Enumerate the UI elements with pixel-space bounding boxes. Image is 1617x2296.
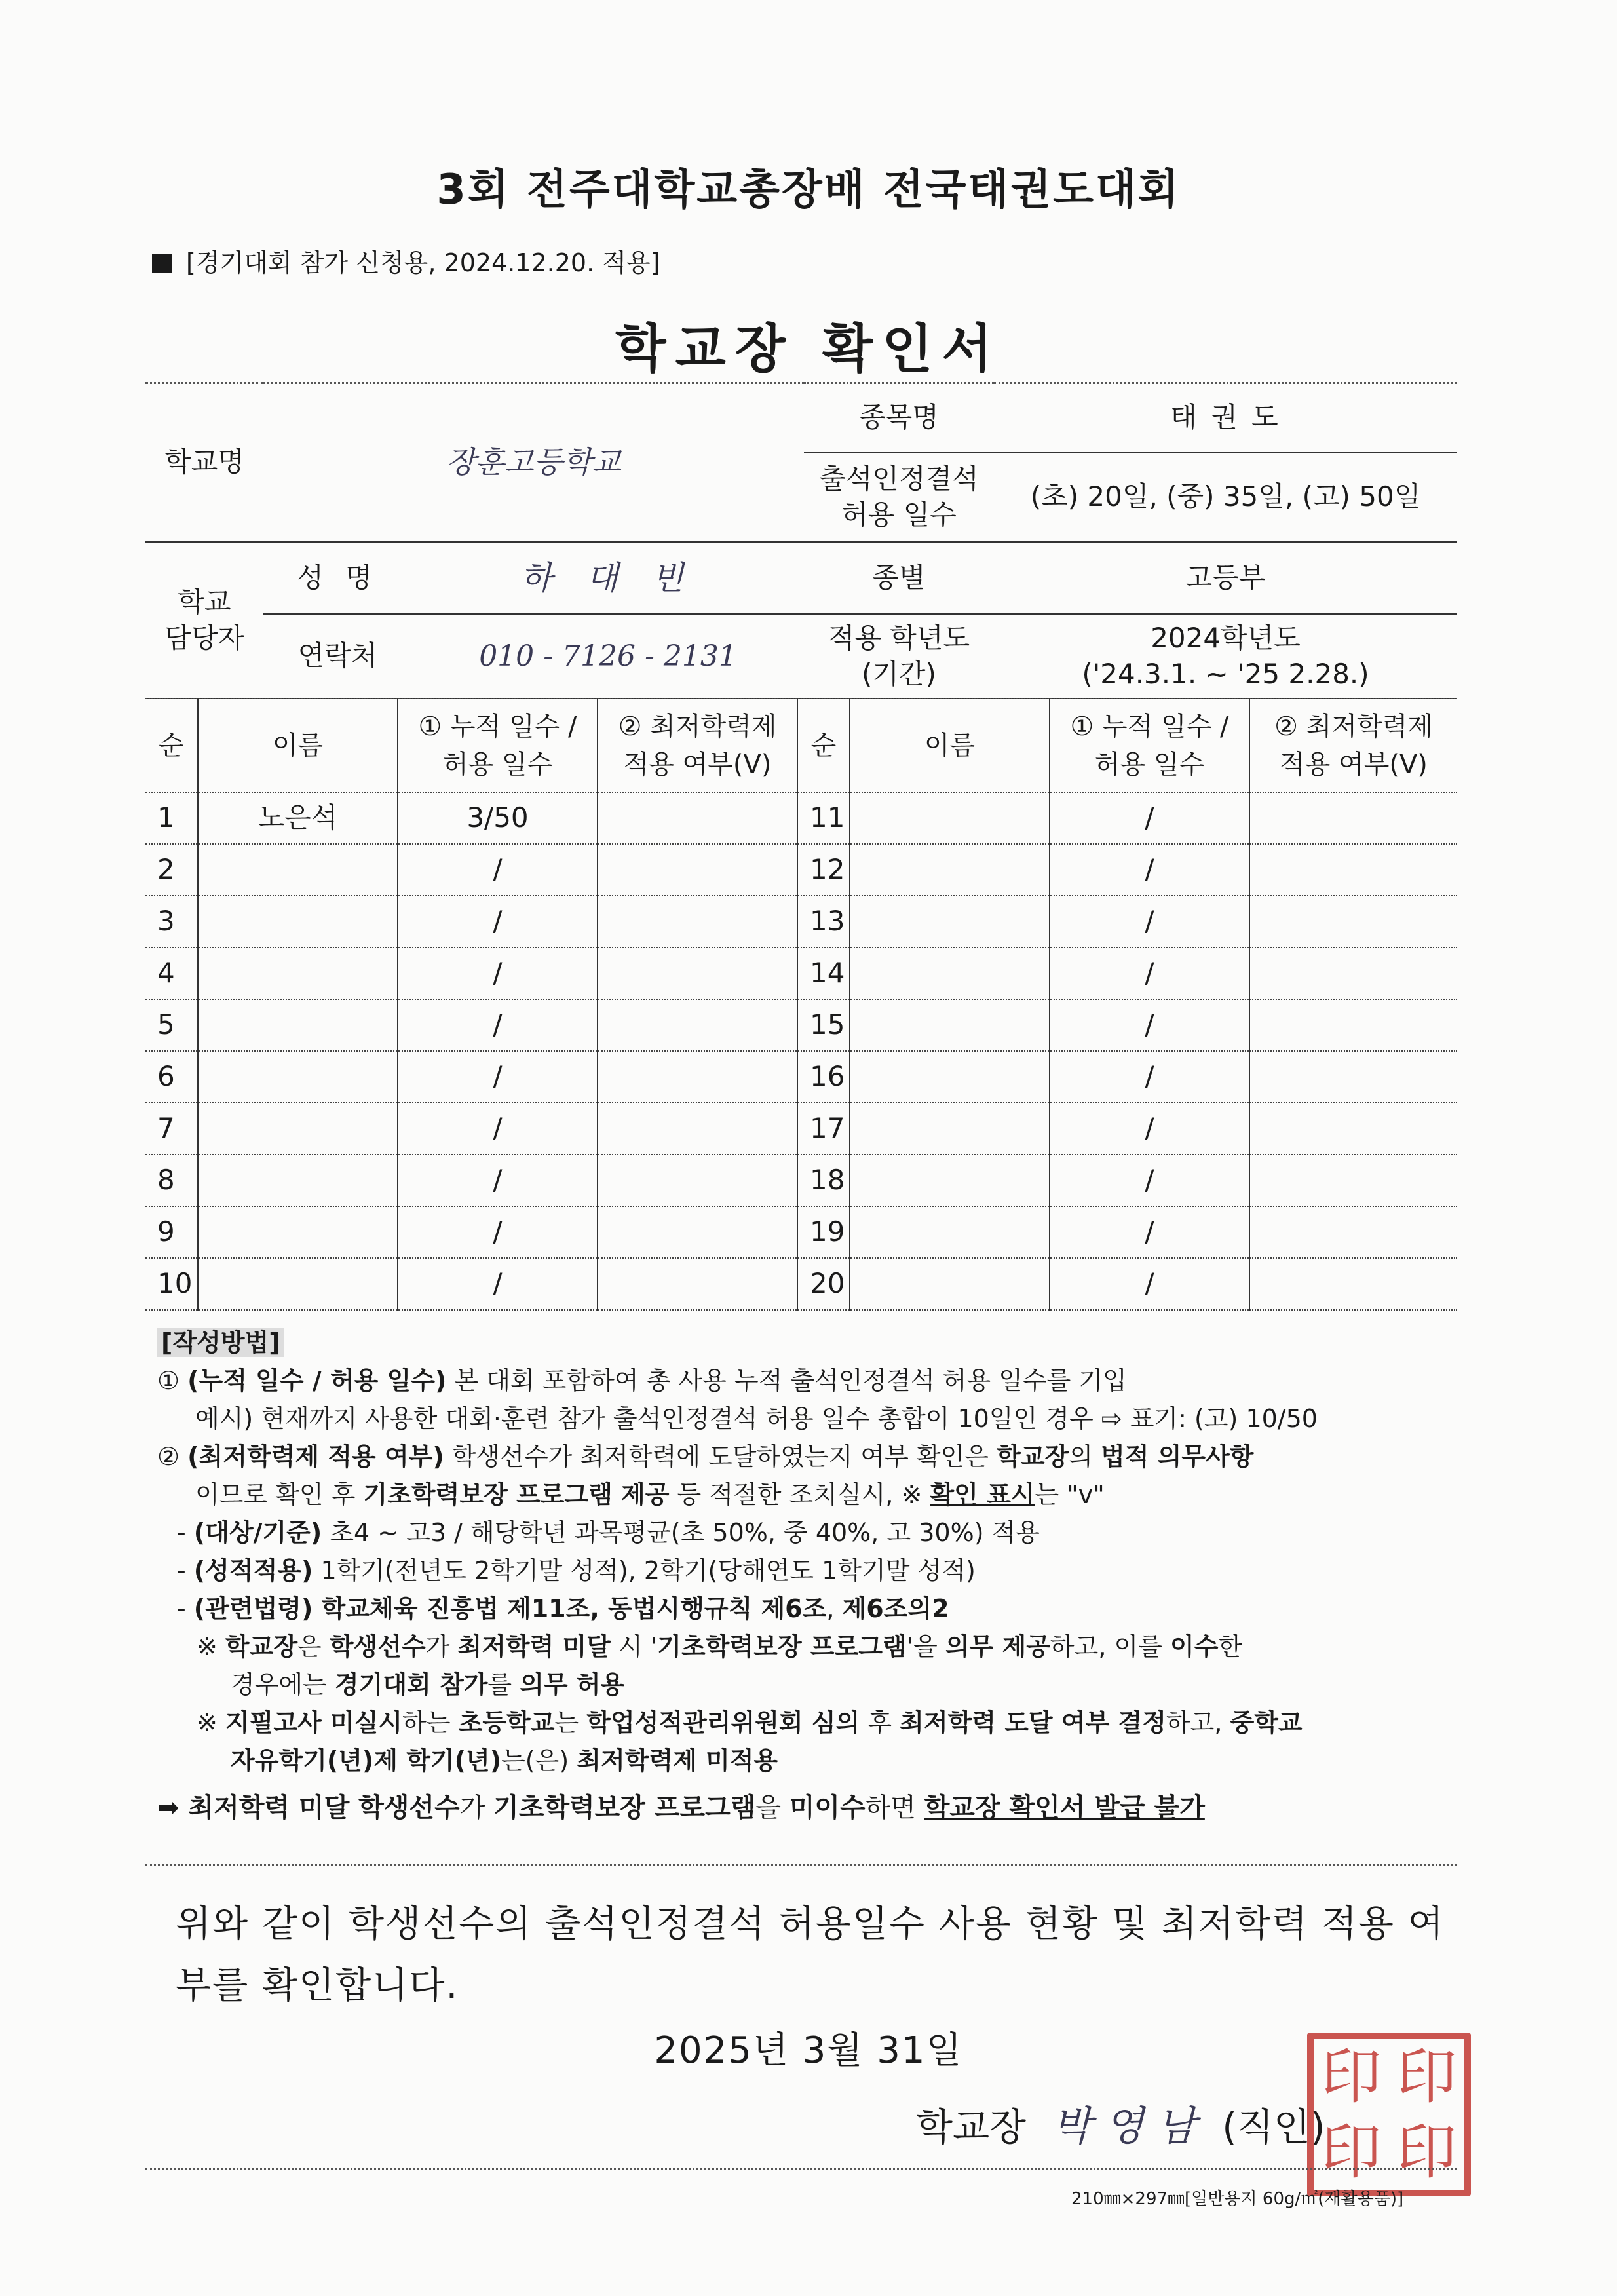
- sub-item-laws: [157, 1590, 1468, 1628]
- instructions-section: [157, 1324, 1468, 1827]
- col-header-name-right: 이름: [850, 698, 1050, 792]
- n1-b5: 의무 제공: [945, 1632, 1050, 1661]
- form-subtitle: [152, 242, 660, 278]
- col-header-name: 이름: [198, 698, 398, 792]
- n1-t2: 가: [425, 1632, 458, 1661]
- instructions-heading: [작성방법]: [157, 1328, 284, 1357]
- note-1-cont: [157, 1666, 1468, 1704]
- days-used: /: [398, 1103, 598, 1155]
- circled-2: ②: [157, 1442, 180, 1471]
- days-used: /: [1050, 1206, 1249, 1258]
- subtitle-text: [경기대회 참가 신청용, 2024.12.20. 적용]: [186, 248, 660, 277]
- table-row: [145, 1051, 1457, 1103]
- days-used: 3/50: [398, 792, 598, 844]
- student-name: [850, 947, 1050, 999]
- s3-bold-c: 제6조의2: [842, 1594, 949, 1623]
- days-used: /: [1050, 1258, 1249, 1310]
- n2-b5: 중학교: [1230, 1708, 1303, 1737]
- row-number: 8: [145, 1155, 198, 1206]
- final-t2: 을: [755, 1793, 789, 1823]
- absence-label-line2: 허용 일수: [841, 498, 957, 531]
- year-label-line1: 적용 학년도: [828, 621, 970, 654]
- n1-t3: 시 ': [610, 1632, 658, 1661]
- sub-item-target: [157, 1514, 1468, 1552]
- square-bullet-icon: [152, 254, 172, 273]
- school-name-label: 학교명: [145, 383, 263, 542]
- student-name: [198, 1206, 398, 1258]
- principal-label: 학교장: [916, 2105, 1027, 2149]
- school-info-table: [145, 382, 1457, 543]
- n1-t5: 하고, 이를: [1050, 1632, 1170, 1661]
- i2-text-b: 의: [1069, 1442, 1101, 1471]
- min-score-check: [598, 792, 797, 844]
- days-used: /: [398, 947, 598, 999]
- n1-t1: 은: [297, 1632, 330, 1661]
- final-b1: 최저학력 미달 학생선수: [179, 1793, 460, 1823]
- i2-cont-a: 이므로 확인 후: [195, 1480, 364, 1509]
- manager-name-value: 하 대 빈: [412, 542, 804, 614]
- name-label: 성 명: [263, 542, 412, 614]
- s2-bold: (성적적용): [193, 1556, 313, 1585]
- n2-mark: ※: [197, 1708, 225, 1737]
- i2-b1: 학교장: [997, 1442, 1069, 1471]
- table-row: [145, 1258, 1457, 1310]
- student-name: [198, 947, 398, 999]
- n1-t4: '을: [906, 1632, 945, 1661]
- confirmation-text: 위와 같이 학생선수의 출석인정결석 허용일수 사용 현황 및 최저학력 적용 여부를 확인합니다.: [176, 1903, 1445, 2007]
- min-score-check: [1249, 896, 1457, 947]
- n1-b2: 학생선수: [329, 1632, 426, 1661]
- instruction-2-cont: [157, 1476, 1468, 1514]
- student-name: [198, 1155, 398, 1206]
- row-number: 17: [797, 1103, 850, 1155]
- days-used: /: [398, 1051, 598, 1103]
- n2-b3: 학업성적관리위원회 심의: [586, 1708, 860, 1737]
- col-min-right-line1: ② 최저학력제: [1274, 711, 1433, 742]
- col-header-min-score: [598, 698, 797, 792]
- absence-days-value: (초) 20일, (중) 35일, (고) 50일: [994, 453, 1457, 542]
- row-number: 2: [145, 844, 198, 896]
- days-used: /: [1050, 1051, 1249, 1103]
- table-row: [145, 792, 1457, 844]
- days-used: /: [1050, 947, 1249, 999]
- n1-c-b2: 의무 허용: [520, 1670, 625, 1699]
- student-name: [850, 1155, 1050, 1206]
- col-days-line2: 허용 일수: [442, 749, 553, 780]
- sport-label: 종목명: [804, 383, 994, 453]
- col-min-line2: 적용 여부(V): [623, 749, 772, 780]
- n1-b1: 학교장: [225, 1632, 298, 1661]
- days-used: /: [398, 999, 598, 1051]
- min-score-check: [1249, 1206, 1457, 1258]
- n1-c-b1: 경기대회 참가: [334, 1670, 488, 1699]
- i2-b2: 법적 의무사항: [1101, 1442, 1254, 1471]
- n1-c-t2: 를: [487, 1670, 520, 1699]
- student-roster-table: [145, 698, 1457, 1311]
- min-score-check: [598, 1103, 797, 1155]
- final-t1: 가: [459, 1793, 494, 1823]
- n2-c-b2: 최저학력제 미적용: [577, 1746, 778, 1775]
- school-name-value: 장훈고등학교: [263, 383, 804, 542]
- s1-dash: -: [177, 1518, 194, 1547]
- absence-days-label: [804, 453, 994, 542]
- col-header-days: [398, 698, 598, 792]
- division-value: 고등부: [994, 542, 1457, 614]
- student-name: [198, 999, 398, 1051]
- table-row: [145, 844, 1457, 896]
- student-name: [198, 844, 398, 896]
- section-divider: [145, 1864, 1457, 1866]
- instruction-2: [157, 1438, 1468, 1476]
- row-number: 5: [145, 999, 198, 1051]
- s3-dash: -: [177, 1594, 194, 1623]
- row-number: 15: [797, 999, 850, 1051]
- n2-t1: 하는: [402, 1708, 459, 1737]
- n1-c-t1: 경우에는: [231, 1670, 335, 1699]
- s3-bold-b: 학교체육 진흥법 제11조, 동법시행규칙 제6조: [313, 1594, 827, 1623]
- row-number: 19: [797, 1206, 850, 1258]
- student-name: [850, 1103, 1050, 1155]
- applied-year-value: [994, 614, 1457, 698]
- contact-label: 연락처: [263, 614, 412, 698]
- issue-date: 2025년 3월 31일: [654, 2029, 963, 2072]
- n2-t2: 는: [554, 1708, 587, 1737]
- min-score-check: [598, 1155, 797, 1206]
- row-number: 20: [797, 1258, 850, 1310]
- col-header-min-score-right: [1249, 698, 1457, 792]
- final-b2: 기초학력보장 프로그램: [493, 1793, 756, 1823]
- n2-c-t1: 는(은): [501, 1746, 577, 1775]
- table-row: [145, 1155, 1457, 1206]
- days-used: /: [1050, 1103, 1249, 1155]
- min-score-check: [598, 947, 797, 999]
- min-score-check: [1249, 1155, 1457, 1206]
- final-notice: [157, 1789, 1468, 1827]
- student-name: [198, 1258, 398, 1310]
- days-used: /: [1050, 844, 1249, 896]
- absence-label-line1: 출석인정결석: [819, 462, 979, 495]
- table-row: [145, 947, 1457, 999]
- n2-b2: 초등학교: [458, 1708, 555, 1737]
- days-used: /: [398, 896, 598, 947]
- final-t3: 하면: [865, 1793, 924, 1823]
- sub-item-grades: [157, 1552, 1468, 1590]
- student-name: [850, 999, 1050, 1051]
- applied-year-label: [804, 614, 994, 698]
- col-days-line1: ① 누적 일수 /: [418, 711, 577, 742]
- min-score-check: [598, 896, 797, 947]
- n2-c-b1: 자유학기(년)제 학기(년): [231, 1746, 502, 1775]
- year-value-line1: 2024학년도: [1151, 621, 1301, 654]
- row-number: 12: [797, 844, 850, 896]
- days-used: /: [398, 1206, 598, 1258]
- row-number: 4: [145, 947, 198, 999]
- table-row: [145, 999, 1457, 1051]
- i1-bold: (누적 일수 / 허용 일수): [187, 1366, 447, 1395]
- i1-text: 본 대회 포함하여 총 사용 누적 출석인정결석 허용 일수를 기입: [446, 1366, 1127, 1395]
- year-label-line2: (기간): [862, 657, 936, 690]
- col-header-no: 순: [145, 698, 198, 792]
- min-score-check: [1249, 792, 1457, 844]
- min-score-check: [1249, 844, 1457, 896]
- student-name: [850, 844, 1050, 896]
- min-score-check: [598, 844, 797, 896]
- manager-info-table: [145, 541, 1457, 699]
- year-value-line2: ('24.3.1. ~ '25 2.28.): [1082, 657, 1369, 690]
- principal-signature-line: [916, 2094, 1325, 2152]
- row-number: 14: [797, 947, 850, 999]
- min-score-check: [598, 999, 797, 1051]
- row-number: 7: [145, 1103, 198, 1155]
- instruction-1: [157, 1362, 1468, 1400]
- n1-b6: 이수: [1170, 1632, 1219, 1661]
- days-used: /: [1050, 896, 1249, 947]
- document-title: 학교장 확인서: [615, 318, 1002, 379]
- col-min-line1: ② 최저학력제: [618, 711, 777, 742]
- paper-spec-footnote: 210㎜×297㎜[일반용지 60g/㎡(재활용품)]: [1071, 2189, 1404, 2209]
- row-number: 10: [145, 1258, 198, 1310]
- manager-label-line1: 학교: [178, 585, 231, 618]
- row-number: 9: [145, 1206, 198, 1258]
- seal-label: (직인): [1222, 2105, 1325, 2149]
- student-name: [850, 1051, 1050, 1103]
- days-used: /: [398, 844, 598, 896]
- final-b3: 미이수: [789, 1793, 866, 1823]
- row-number: 1: [145, 792, 198, 844]
- n2-b4: 최저학력 도달 여부 결정: [900, 1708, 1166, 1737]
- student-name: [198, 896, 398, 947]
- student-name: 노은석: [198, 792, 398, 844]
- arrow-right-icon: ➡: [157, 1793, 180, 1823]
- min-score-check: [1249, 1258, 1457, 1310]
- manager-label: [145, 542, 263, 698]
- n2-t4: 하고,: [1166, 1708, 1230, 1737]
- table-row: [145, 1206, 1457, 1258]
- footer-divider: [145, 2168, 1457, 2170]
- table-row: [145, 896, 1457, 947]
- n1-mark: ※: [197, 1632, 225, 1661]
- student-name: [850, 1258, 1050, 1310]
- row-number: 16: [797, 1051, 850, 1103]
- s3-bold-a: (관련법령): [193, 1594, 313, 1623]
- student-name: [198, 1051, 398, 1103]
- i2-cont-b: 등 적절한 조치실시, ※: [669, 1480, 930, 1509]
- n1-b4: 기초학력보장 프로그램: [657, 1632, 907, 1661]
- row-number: 13: [797, 896, 850, 947]
- i2-cont-c: 는 "v": [1035, 1480, 1105, 1509]
- i2-bold: (최저학력제 적용 여부): [187, 1442, 444, 1471]
- manager-label-line2: 담당자: [164, 621, 244, 654]
- note-1: [157, 1628, 1468, 1666]
- min-score-check: [598, 1206, 797, 1258]
- student-name: [198, 1103, 398, 1155]
- min-score-check: [1249, 947, 1457, 999]
- col-days-right-line2: 허용 일수: [1094, 749, 1205, 780]
- i2-text-a: 학생선수가 최저학력에 도달하였는지 여부 확인은: [444, 1442, 997, 1471]
- row-number: 3: [145, 896, 198, 947]
- min-score-check: [598, 1051, 797, 1103]
- table-row: [145, 1103, 1457, 1155]
- row-number: 18: [797, 1155, 850, 1206]
- event-title: 3회 전주대학교총장배 전국태권도대회: [436, 166, 1181, 214]
- min-score-check: [1249, 1051, 1457, 1103]
- s3-text: ,: [826, 1594, 843, 1623]
- n2-t3: 후: [860, 1708, 900, 1737]
- n1-b3: 최저학력 미달: [457, 1632, 611, 1661]
- days-used: /: [1050, 999, 1249, 1051]
- s1-text: 초4 ~ 고3 / 해당학년 과목평균(초 50%, 중 40%, 고 30%) 적용: [322, 1518, 1040, 1547]
- min-score-check: [1249, 999, 1457, 1051]
- row-number: 6: [145, 1051, 198, 1103]
- days-used: /: [398, 1258, 598, 1310]
- note-2: [157, 1704, 1468, 1742]
- note-2-cont: [157, 1742, 1468, 1780]
- sport-value: 태 권 도: [994, 383, 1457, 453]
- contact-value: 010 - 7126 - 2131: [412, 614, 804, 698]
- student-name: [850, 792, 1050, 844]
- student-name: [850, 896, 1050, 947]
- row-number: 11: [797, 792, 850, 844]
- i2-cont-b1: 기초학력보장 프로그램 제공: [363, 1480, 670, 1509]
- col-days-right-line1: ① 누적 일수 /: [1070, 711, 1229, 742]
- n2-b1: 지필고사 미실시: [225, 1708, 403, 1737]
- roster-header-row: [145, 698, 1457, 792]
- i2-cont-b2: 확인 표시: [930, 1480, 1035, 1509]
- instruction-1-example: 예시) 현재까지 사용한 대회·훈련 참가 출석인정결석 허용 일수 총합이 10일인 경우 ⇨ 표기: (고) 10/50: [195, 1404, 1318, 1433]
- circled-1: ①: [157, 1366, 180, 1395]
- official-seal-icon: 印 印 印 印: [1307, 2033, 1471, 2196]
- principal-signature: 박 영 남: [1052, 2102, 1196, 2150]
- days-used: /: [398, 1155, 598, 1206]
- student-name: [850, 1206, 1050, 1258]
- col-min-right-line2: 적용 여부(V): [1280, 749, 1428, 780]
- min-score-check: [598, 1258, 797, 1310]
- days-used: /: [1050, 792, 1249, 844]
- col-header-no-right: 순: [797, 698, 850, 792]
- n1-t6: 한: [1218, 1632, 1243, 1661]
- final-b4: 학교장 확인서 발급 불가: [924, 1793, 1205, 1823]
- s1-bold: (대상/기준): [193, 1518, 322, 1547]
- s2-dash: -: [177, 1556, 194, 1585]
- min-score-check: [1249, 1103, 1457, 1155]
- division-label: 종별: [804, 542, 994, 614]
- days-used: /: [1050, 1155, 1249, 1206]
- col-header-days-right: [1050, 698, 1249, 792]
- s2-text: 1학기(전년도 2학기말 성적), 2학기(당해연도 1학기말 성적): [313, 1556, 976, 1585]
